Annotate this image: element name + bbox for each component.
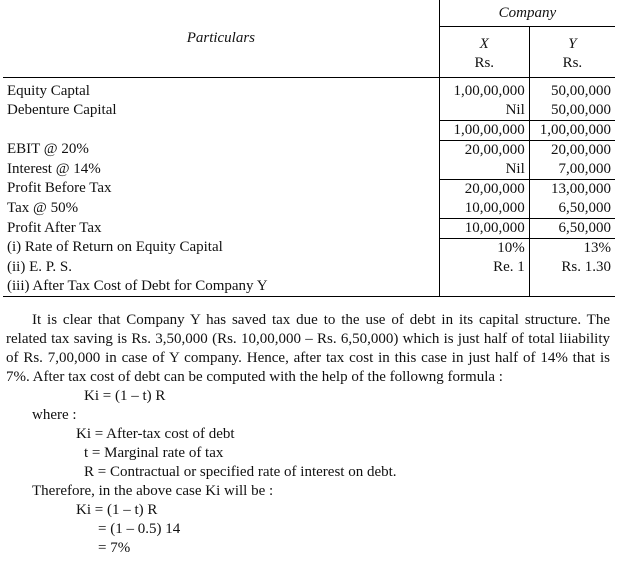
table-row: [3, 258, 615, 277]
row-value-y: 13%: [529, 238, 615, 258]
definition-ki: Ki = After-tax cost of debt: [76, 426, 235, 442]
row-value-x: 10,00,000: [439, 218, 529, 238]
definition-r: R = Contractual or specified rate of interest on debt.: [84, 464, 397, 480]
row-label: (iii) After Tax Cost of Debt for Company Y: [3, 277, 439, 297]
comparison-table: [3, 0, 615, 297]
table-row: [3, 120, 615, 140]
unit-x-header: Rs.: [439, 54, 529, 78]
row-value-y: 6,50,000: [529, 218, 615, 238]
row-value-y: 7,00,000: [529, 160, 615, 180]
row-label: Tax @ 50%: [7, 199, 79, 216]
table-row: [3, 179, 615, 199]
table-row: [3, 218, 615, 238]
row-value-x: 1,00,00,000: [439, 82, 529, 101]
table-row: [3, 160, 615, 180]
row-label: (ii) E. P. S.: [7, 258, 73, 275]
row-value-x: 10,00,000: [439, 199, 529, 219]
row-label: Equity Captal: [7, 82, 90, 99]
table-row: [3, 101, 615, 121]
row-value-x: 20,00,000: [439, 140, 529, 160]
table-row: [3, 238, 615, 258]
row-value-y: 13,00,000: [529, 179, 615, 199]
therefore-line: Therefore, in the above case Ki will be :: [32, 483, 274, 499]
explanation-paragraph: It is clear that Company Y has saved tax due to the use of debt in its capital structure. The related tax saving is Rs. 3,50,000 (Rs. 10,00,000 – Rs. 6,50,000) which is just half of total liiability of Rs. 7,00,000 in case of Y company. Hence, after tax cost in this case in just half of 14% that is 7%. After tax cost of debt can be computed with the help of the followng formula :: [6, 312, 610, 385]
row-label: EBIT @ 20%: [7, 141, 89, 158]
row-value-y: 1,00,00,000: [529, 120, 615, 140]
row-label: Profit After Tax: [7, 219, 102, 236]
table-row: [3, 199, 615, 219]
calculation-step-3: = 7%: [98, 540, 131, 556]
formula: Ki = (1 – t) R: [84, 388, 166, 404]
table-row: [3, 277, 615, 297]
row-label: Profit Before Tax: [7, 180, 112, 197]
row-value-y: [529, 277, 615, 297]
calculation-step-1: Ki = (1 – t) R: [76, 502, 158, 518]
calculation-step-2: = (1 – 0.5) 14: [98, 521, 181, 537]
row-value-x: Re. 1: [439, 258, 529, 277]
row-label: Interest @ 14%: [7, 160, 101, 177]
unit-y-header: Rs.: [529, 54, 615, 78]
where-label: where :: [32, 407, 77, 423]
row-value-x: Nil: [439, 160, 529, 180]
explanation-text: [6, 311, 610, 558]
definition-t: t = Marginal rate of tax: [84, 445, 224, 461]
row-value-x: Nil: [439, 101, 529, 121]
row-value-x: 20,00,000: [439, 179, 529, 199]
row-label: (i) Rate of Return on Equity Capital: [7, 239, 223, 256]
row-value-y: 50,00,000: [529, 101, 615, 121]
company-y-header: Y: [529, 27, 615, 55]
row-label: [3, 120, 439, 140]
particulars-header: Particulars: [3, 0, 439, 78]
row-value-y: 20,00,000: [529, 140, 615, 160]
row-value-x: 1,00,00,000: [439, 120, 529, 140]
row-value-x: 10%: [439, 238, 529, 258]
row-value-y: 6,50,000: [529, 199, 615, 219]
row-value-y: 50,00,000: [529, 82, 615, 101]
table-row: [3, 140, 615, 160]
row-value-x: [439, 277, 529, 297]
company-x-header: X: [439, 27, 529, 55]
company-header: Company: [439, 0, 615, 27]
row-value-y: Rs. 1.30: [529, 258, 615, 277]
table-row: [3, 82, 615, 101]
row-label: Debenture Capital: [7, 101, 117, 118]
